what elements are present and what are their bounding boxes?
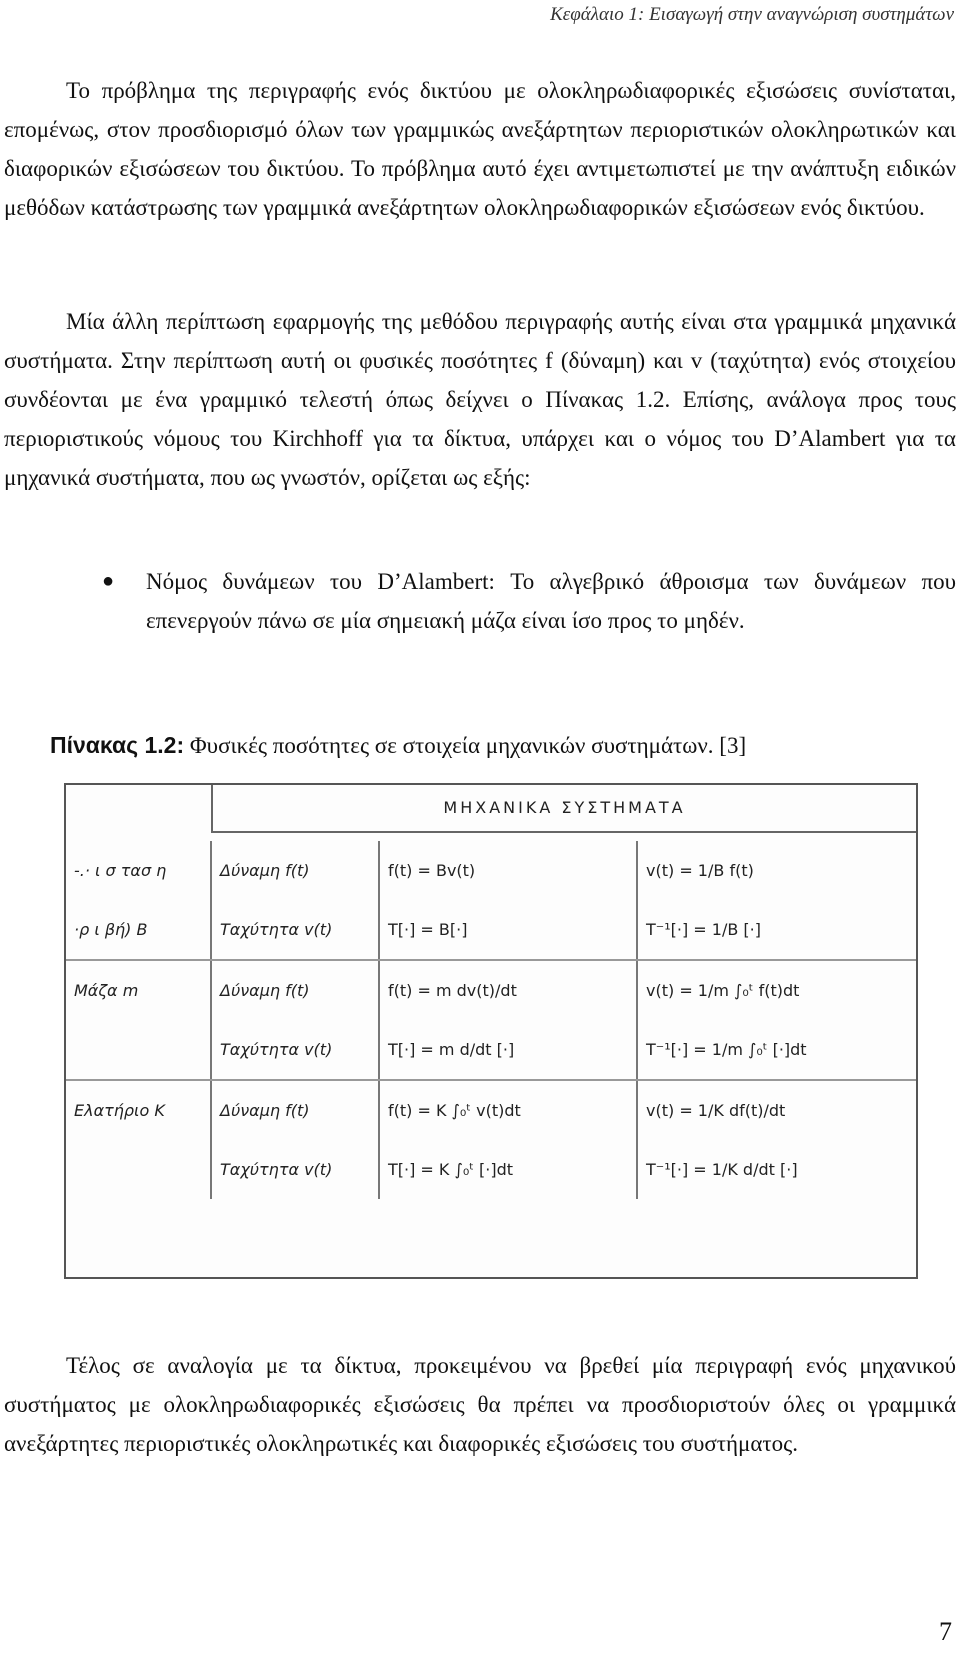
mechanical-systems-table [66,841,916,1199]
quantity-cell: Ταχύτητα v(t) [211,900,379,960]
table-row [66,1080,916,1140]
bullet-text: Νόμος δυνάμεων του D’Alambert: Το αλγεβρικό άθροισμα των δυνάμεων που επενεργούν πάνω σε μία σημειακή μάζα είναι ίσο προς το μηδέν. [146,569,956,633]
relation-cell: f(t) = Bv(t) [379,841,637,900]
bullet-dot-icon: ● [102,570,115,592]
table-row [66,1020,916,1080]
inverse-cell: T⁻¹[·] = 1/m ∫₀ᵗ [·]dt [637,1020,916,1080]
table-row [66,1140,916,1199]
element-cell: Μάζα m [66,960,211,1020]
bullet-item [102,562,956,640]
table-caption [50,732,746,759]
relation-cell: f(t) = K ∫₀ᵗ v(t)dt [379,1080,637,1140]
relation-cell: T[·] = m d/dt [·] [379,1020,637,1080]
relation-cell: T[·] = B[·] [379,900,637,960]
quantity-cell: Δύναμη f(t) [211,1080,379,1140]
quantity-cell: Ταχύτητα v(t) [211,1140,379,1199]
page-number: 7 [939,1617,952,1646]
element-cell: Ελατήριο K [66,1080,211,1140]
scanned-table-figure [64,783,918,1279]
element-cell [66,1140,211,1199]
quantity-cell: Δύναμη f(t) [211,960,379,1020]
quantity-cell: Ταχύτητα v(t) [211,1020,379,1080]
caption-text: Φυσικές ποσότητες σε στοιχεία μηχανικών συστημάτων. [3] [184,733,747,758]
paragraph-2: Μία άλλη περίπτωση εφαρμογής της μεθόδου περιγραφής αυτής είναι στα γραμμικά μηχανικά συστήματα. Στην περίπτωση αυτή οι φυσικές ποσότητες f (δύναμη) και v (ταχύτητα) ενός στοιχείου συνδέονται με ένα γραμμικό τελεστή όπως δείχνει ο Πίνακας 1.2. Επίσης, ανάλογα προς τους περιοριστικούς νόμους του Kirchhoff για τα δίκτυα, υπάρχει και ο νόμος του D’Alambert για τα μηχανικά συστήματα, που ως γνωστόν, ορίζεται ως εξής: [4,309,956,490]
table-row [66,960,916,1020]
inverse-cell: T⁻¹[·] = 1/B [·] [637,900,916,960]
inverse-cell: v(t) = 1/K df(t)/dt [646,1101,786,1120]
figure-title: ΜΗΧΑΝΙΚΑ ΣΥΣΤΗΜΑΤΑ [211,785,916,833]
element-cell: -.· ι σ τασ η [66,841,211,900]
quantity-cell: Δύναμη f(t) [211,841,379,900]
figure-corner [66,785,211,831]
element-cell [66,1020,211,1080]
element-cell: ·ρ ι βή) B [66,900,211,960]
paragraph-3: Τέλος σε αναλογία με τα δίκτυα, προκειμένου να βρεθεί μία περιγραφή ενός μηχανικού συστήματος με ολοκληρωδιαφορικές εξισώσεις θα πρέπει να προσδιοριστούν όλες οι γραμμικά ανεξάρτητες περιοριστικές ολοκληρωτικές και διαφορικές εξισώσεις του συστήματος. [4,1353,956,1456]
inverse-cell: T⁻¹[·] = 1/K d/dt [·] [646,1160,798,1179]
chapter-header: Κεφάλαιο 1: Εισαγωγή στην αναγνώριση συστημάτων [550,4,954,25]
inverse-cell: v(t) = 1/m ∫₀ᵗ f(t)dt [646,981,800,1000]
table-row [66,841,916,900]
paragraph-1: Το πρόβλημα της περιγραφής ενός δικτύου με ολοκληρωδιαφορικές εξισώσεις συνίσταται, επομένως, στον προσδιορισμό όλων των γραμμικώς ανεξάρτητων περιοριστικών ολοκληρωτικών και διαφορικών εξισώσεων του δικτύου. Το πρόβλημα αυτό έχει αντιμετωπιστεί με την ανάπτυξη ειδικών μεθόδων κατάστρωσης των γραμμικά ανεξάρτητων ολοκληρωδιαφορικών εξισώσεων ενός δικτύου. [4,78,956,220]
table-row [66,900,916,960]
relation-cell: T[·] = K ∫₀ᵗ [·]dt [379,1140,637,1199]
inverse-cell: v(t) = 1/B f(t) [646,861,754,880]
caption-label: Πίνακας 1.2: [50,732,185,758]
relation-cell: f(t) = m dv(t)/dt [379,960,637,1020]
